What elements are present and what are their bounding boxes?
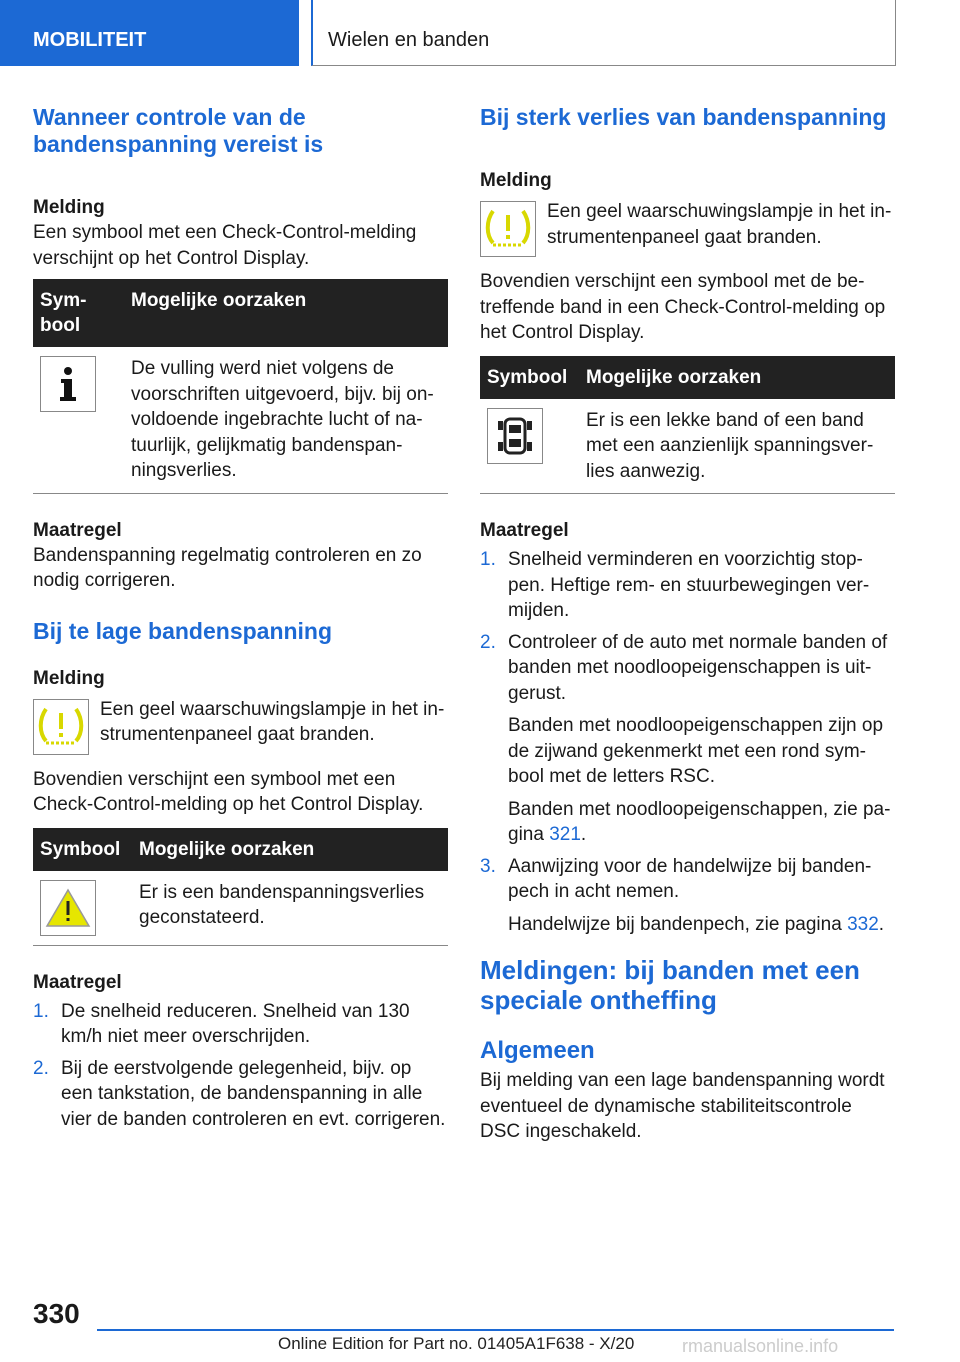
list-item: 1. Snelheid verminderen en voorzichtig stop-pen. Heftige rem- en stuurbewegingen ver-mijden.	[480, 549, 870, 621]
list-item: 2. Controleer of de auto met normale banden of banden met noodloopeigenschappen is uit-gerust. Banden met noodloopeigenschappen zijn op de zijwand gekenmerkt met een rond sym-bool met de letters RSC. Banden met noodloopeigenschappen, zie pa-gina 321.	[480, 631, 891, 845]
table-col-causes: Mogelijke oorzaken	[131, 290, 307, 311]
section-title-check: Wanneer controle van de bandenspanning vereist is	[33, 104, 324, 157]
chapter-title: Wielen en banden	[311, 0, 896, 66]
tire-pressure-warning-icon	[480, 201, 536, 257]
melding-with-icon	[480, 199, 895, 257]
melding-heading: Melding	[480, 170, 552, 191]
maatregel-text: Bandenspanning regelmatig controleren en zo nodig corrigeren.	[33, 544, 422, 591]
maatregel-heading: Maatregel	[33, 519, 122, 541]
section-title-low-pressure: Bij te lage bandenspanning	[33, 617, 333, 644]
section-title-special: Meldingen: bij banden met een speciale ontheffing	[480, 955, 860, 1015]
melding-heading: Melding	[33, 667, 105, 689]
warning-triangle-icon	[40, 880, 96, 936]
melding-text: Een symbool met een Check-Control-melding verschijnt op het Control Display.	[33, 222, 417, 269]
bovendien-text: Bovendien verschijnt een symbool met een Check-Control-melding op het Control Display.	[33, 768, 424, 815]
melding-with-icon	[33, 697, 448, 755]
table-row	[480, 399, 895, 495]
car-tire-icon	[487, 408, 543, 464]
steps-list	[33, 999, 448, 1133]
list-item: 1. De snelheid reduceren. Snelheid van 130 km/h niet meer overschrijden.	[33, 1000, 410, 1047]
table-row	[33, 347, 448, 494]
table-col-causes: Mogelijke oorzaken	[139, 838, 315, 860]
right-column	[480, 100, 895, 1145]
page-link-332[interactable]: 332	[847, 913, 879, 935]
info-icon	[40, 356, 96, 412]
left-column	[33, 100, 448, 1138]
page-header	[0, 0, 960, 66]
table-cell-cause: Er is een lekke band of een band met een aanzienlijk spanningsver-lies aanwezig.	[586, 409, 874, 482]
list-item: 3. Aanwijzing voor de handelwijze bij banden-pech in acht nemen. Handelwijze bij bandenpech, zie pagina 332.	[480, 855, 885, 935]
melding-text: Een geel waarschuwingslampje in het in-strumentenpaneel gaat branden.	[547, 201, 892, 248]
steps-list	[480, 547, 895, 937]
table-header	[33, 828, 448, 871]
section-tab: MOBILITEIT	[0, 0, 299, 66]
edition-text: Online Edition for Part no. 01405A1F638 - X/20	[278, 1334, 635, 1353]
table-col-causes: Mogelijke oorzaken	[586, 366, 762, 388]
table-cell-cause: De vulling werd niet volgens de voorschriften uitgevoerd, bijv. bij on-voldoende ingebrachte lucht of na-tuurlijk, gelijkmatig bandenspan-ningsverlies.	[131, 358, 434, 481]
melding-heading: Melding	[33, 197, 105, 218]
general-text: Bij melding van een lage bandenspanning wordt eventueel de dynamische stabiliteitscontrole DSC ingeschakeld.	[480, 1070, 885, 1142]
list-item: 2. Bij de eerstvolgende gelegenheid, bijv. op een tankstation, de bandenspanning in alle vier de banden controleren en evt. corrigeren.	[33, 1057, 446, 1130]
symbol-table-check	[33, 279, 448, 494]
page-link-321[interactable]: 321	[549, 824, 581, 845]
table-col-symbol: Sym-bool	[40, 290, 87, 336]
symbol-table-severe	[480, 356, 895, 495]
table-header	[480, 356, 895, 399]
table-col-symbol: Symbool	[487, 366, 568, 388]
section-title-severe-loss: Bij sterk verlies van bandenspanning	[480, 104, 887, 130]
watermark: rmanualsonline.info	[682, 1336, 839, 1356]
footer-divider	[97, 1329, 894, 1331]
table-col-symbol: Symbool	[40, 838, 121, 860]
subsection-title-general: Algemeen	[480, 1037, 595, 1064]
table-header	[33, 279, 448, 347]
tire-pressure-warning-icon	[33, 699, 89, 755]
bovendien-text: Bovendien verschijnt een symbool met de be-treffende band in een Check-Control-melding op het Control Display.	[480, 271, 886, 343]
melding-text: Een geel waarschuwingslampje in het in-strumentenpaneel gaat branden.	[100, 698, 445, 745]
page-number: 330	[33, 1298, 80, 1329]
maatregel-heading: Maatregel	[480, 520, 569, 541]
symbol-table-low	[33, 828, 448, 946]
table-cell-cause: Er is een bandenspanningsverlies geconstateerd.	[139, 881, 425, 928]
table-row	[33, 871, 448, 946]
maatregel-heading: Maatregel	[33, 971, 122, 993]
